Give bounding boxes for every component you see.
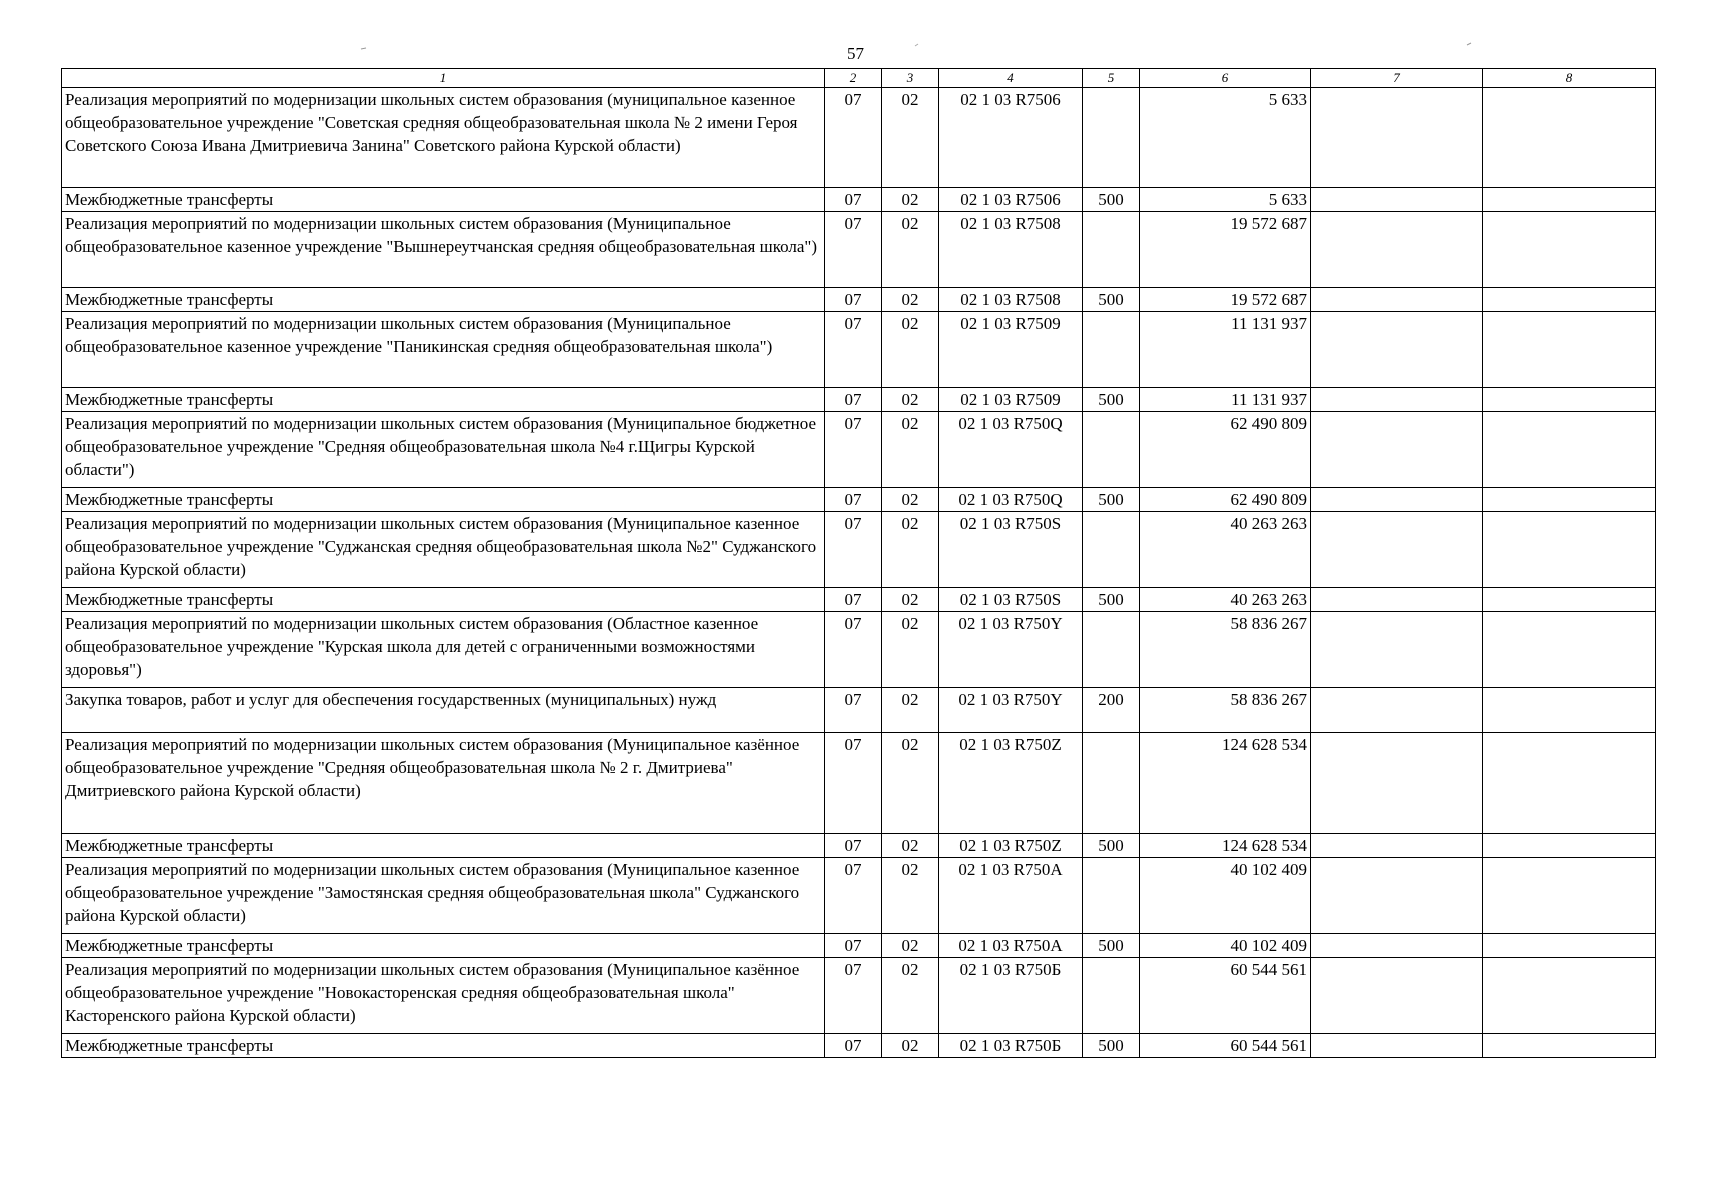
row-amount: 58 836 267 <box>1140 612 1311 688</box>
row-amount: 62 490 809 <box>1140 488 1311 512</box>
row-target-article: 02 1 03 R750Б <box>939 1034 1083 1058</box>
row-col8 <box>1483 412 1656 488</box>
row-section: 07 <box>825 288 882 312</box>
table-row <box>62 958 1656 1034</box>
row-amount: 124 628 534 <box>1140 733 1311 834</box>
row-section: 07 <box>825 588 882 612</box>
table-row <box>62 512 1656 588</box>
row-section: 07 <box>825 934 882 958</box>
row-name: Реализация мероприятий по модернизации школьных систем образования (Муниципальное общеобразовательное казенное учреждение "Паникинская средняя общеобразовательная школа") <box>62 312 825 388</box>
row-subsection: 02 <box>882 188 939 212</box>
row-name: Межбюджетные трансферты <box>62 588 825 612</box>
row-subsection: 02 <box>882 88 939 188</box>
row-subsection: 02 <box>882 834 939 858</box>
row-target-article: 02 1 03 R7509 <box>939 388 1083 412</box>
row-name: Реализация мероприятий по модернизации школьных систем образования (Муниципальное бюджетное общеобразовательное учреждение "Средняя общеобразовательная школа №4 г.Щигры Курской области") <box>62 412 825 488</box>
row-subsection: 02 <box>882 288 939 312</box>
row-expense-type: 500 <box>1083 588 1140 612</box>
row-col7 <box>1311 958 1483 1034</box>
row-section: 07 <box>825 612 882 688</box>
table-row <box>62 188 1656 212</box>
row-subsection: 02 <box>882 212 939 288</box>
row-section: 07 <box>825 858 882 934</box>
row-col8 <box>1483 588 1656 612</box>
row-expense-type <box>1083 512 1140 588</box>
table-row <box>62 934 1656 958</box>
row-col8 <box>1483 288 1656 312</box>
row-col8 <box>1483 388 1656 412</box>
column-number: 8 <box>1483 69 1656 88</box>
row-amount: 5 633 <box>1140 88 1311 188</box>
row-subsection: 02 <box>882 612 939 688</box>
table-row <box>62 588 1656 612</box>
row-subsection: 02 <box>882 312 939 388</box>
row-name: Реализация мероприятий по модернизации школьных систем образования (Областное казенное общеобразовательное учреждение "Курская школа для детей с ограниченными возможностями здоровья") <box>62 612 825 688</box>
row-expense-type: 500 <box>1083 288 1140 312</box>
row-subsection: 02 <box>882 733 939 834</box>
row-col7 <box>1311 512 1483 588</box>
row-amount: 40 263 263 <box>1140 512 1311 588</box>
row-expense-type: 500 <box>1083 388 1140 412</box>
row-amount: 58 836 267 <box>1140 688 1311 733</box>
table-row <box>62 312 1656 388</box>
row-col8 <box>1483 188 1656 212</box>
row-name: Межбюджетные трансферты <box>62 388 825 412</box>
row-subsection: 02 <box>882 412 939 488</box>
row-col7 <box>1311 588 1483 612</box>
row-col8 <box>1483 934 1656 958</box>
row-col7 <box>1311 412 1483 488</box>
row-col8 <box>1483 488 1656 512</box>
row-amount: 40 102 409 <box>1140 934 1311 958</box>
row-col7 <box>1311 388 1483 412</box>
row-col7 <box>1311 212 1483 288</box>
row-name: Реализация мероприятий по модернизации школьных систем образования (Муниципальное общеобразовательное казенное учреждение "Вышнереутчанская средняя общеобразовательная школа") <box>62 212 825 288</box>
row-col8 <box>1483 733 1656 834</box>
row-section: 07 <box>825 1034 882 1058</box>
row-col8 <box>1483 1034 1656 1058</box>
column-number: 5 <box>1083 69 1140 88</box>
row-amount: 11 131 937 <box>1140 312 1311 388</box>
row-target-article: 02 1 03 R7506 <box>939 88 1083 188</box>
row-expense-type <box>1083 412 1140 488</box>
row-expense-type <box>1083 958 1140 1034</box>
row-subsection: 02 <box>882 488 939 512</box>
table-row <box>62 212 1656 288</box>
row-col7 <box>1311 688 1483 733</box>
row-section: 07 <box>825 688 882 733</box>
row-col7 <box>1311 88 1483 188</box>
row-expense-type <box>1083 733 1140 834</box>
row-col8 <box>1483 512 1656 588</box>
page-number: 57 <box>847 44 864 63</box>
row-amount: 40 263 263 <box>1140 588 1311 612</box>
row-subsection: 02 <box>882 958 939 1034</box>
row-subsection: 02 <box>882 512 939 588</box>
table-row <box>62 733 1656 834</box>
row-target-article: 02 1 03 R7509 <box>939 312 1083 388</box>
row-section: 07 <box>825 312 882 388</box>
row-expense-type <box>1083 858 1140 934</box>
row-name: Реализация мероприятий по модернизации школьных систем образования (Муниципальное казённое общеобразовательное учреждение "Средняя общеобразовательная школа № 2 г. Дмитриева" Дмитриевского района Курской области) <box>62 733 825 834</box>
row-target-article: 02 1 03 R750Б <box>939 958 1083 1034</box>
row-target-article: 02 1 03 R750A <box>939 858 1083 934</box>
row-section: 07 <box>825 958 882 1034</box>
row-col8 <box>1483 688 1656 733</box>
row-col7 <box>1311 188 1483 212</box>
row-name: Реализация мероприятий по модернизации школьных систем образования (Муниципальное казенное общеобразовательное учреждение "Суджанская средняя общеобразовательная школа №2" Суджанского района Курской области) <box>62 512 825 588</box>
row-col8 <box>1483 88 1656 188</box>
row-col8 <box>1483 834 1656 858</box>
row-target-article: 02 1 03 R750S <box>939 512 1083 588</box>
row-name: Межбюджетные трансферты <box>62 934 825 958</box>
row-section: 07 <box>825 733 882 834</box>
row-expense-type <box>1083 312 1140 388</box>
row-section: 07 <box>825 188 882 212</box>
row-expense-type: 500 <box>1083 488 1140 512</box>
table-row <box>62 612 1656 688</box>
row-target-article: 02 1 03 R750S <box>939 588 1083 612</box>
column-number-row <box>62 69 1656 88</box>
row-name: Реализация мероприятий по модернизации школьных систем образования (Муниципальное казённое общеобразовательное учреждение "Новокасторенская средняя общеобразовательная школа" Касторенского района Курской области) <box>62 958 825 1034</box>
row-name: Закупка товаров, работ и услуг для обеспечения государственных (муниципальных) нужд <box>62 688 825 733</box>
row-col8 <box>1483 212 1656 288</box>
row-col7 <box>1311 733 1483 834</box>
row-section: 07 <box>825 834 882 858</box>
table-row <box>62 288 1656 312</box>
row-target-article: 02 1 03 R7506 <box>939 188 1083 212</box>
column-number: 7 <box>1311 69 1483 88</box>
row-name: Межбюджетные трансферты <box>62 288 825 312</box>
table-row <box>62 88 1656 188</box>
row-amount: 5 633 <box>1140 188 1311 212</box>
row-section: 07 <box>825 212 882 288</box>
table-row <box>62 688 1656 733</box>
row-col7 <box>1311 488 1483 512</box>
row-col8 <box>1483 958 1656 1034</box>
row-target-article: 02 1 03 R750Z <box>939 834 1083 858</box>
row-section: 07 <box>825 88 882 188</box>
row-amount: 19 572 687 <box>1140 288 1311 312</box>
row-target-article: 02 1 03 R7508 <box>939 288 1083 312</box>
row-amount: 40 102 409 <box>1140 858 1311 934</box>
row-col7 <box>1311 934 1483 958</box>
table-row <box>62 488 1656 512</box>
row-amount: 124 628 534 <box>1140 834 1311 858</box>
row-name: Межбюджетные трансферты <box>62 488 825 512</box>
row-subsection: 02 <box>882 1034 939 1058</box>
row-col8 <box>1483 312 1656 388</box>
row-expense-type <box>1083 88 1140 188</box>
row-col8 <box>1483 858 1656 934</box>
row-section: 07 <box>825 412 882 488</box>
table-row <box>62 858 1656 934</box>
row-target-article: 02 1 03 R750Q <box>939 412 1083 488</box>
row-subsection: 02 <box>882 588 939 612</box>
row-target-article: 02 1 03 R7508 <box>939 212 1083 288</box>
row-amount: 60 544 561 <box>1140 1034 1311 1058</box>
row-subsection: 02 <box>882 858 939 934</box>
row-subsection: 02 <box>882 934 939 958</box>
row-col8 <box>1483 612 1656 688</box>
row-subsection: 02 <box>882 388 939 412</box>
row-name: Межбюджетные трансферты <box>62 1034 825 1058</box>
row-col7 <box>1311 834 1483 858</box>
row-expense-type: 500 <box>1083 834 1140 858</box>
row-expense-type: 200 <box>1083 688 1140 733</box>
row-expense-type: 500 <box>1083 934 1140 958</box>
column-number: 1 <box>62 69 825 88</box>
column-number: 2 <box>825 69 882 88</box>
row-expense-type <box>1083 612 1140 688</box>
row-target-article: 02 1 03 R750A <box>939 934 1083 958</box>
row-target-article: 02 1 03 R750Z <box>939 733 1083 834</box>
row-expense-type: 500 <box>1083 1034 1140 1058</box>
table-row <box>62 834 1656 858</box>
budget-table <box>61 68 1656 1058</box>
table-row <box>62 1034 1656 1058</box>
row-amount: 11 131 937 <box>1140 388 1311 412</box>
column-number: 4 <box>939 69 1083 88</box>
column-number: 6 <box>1140 69 1311 88</box>
row-name: Реализация мероприятий по модернизации школьных систем образования (Муниципальное казенное общеобразовательное учреждение "Замостянская средняя общеобразовательная школа" Суджанского района Курской области) <box>62 858 825 934</box>
row-col7 <box>1311 312 1483 388</box>
row-amount: 62 490 809 <box>1140 412 1311 488</box>
row-name: Реализация мероприятий по модернизации школьных систем образования (муниципальное казенное общеобразовательное учреждение "Советская средняя общеобразовательная школа № 2 имени Героя Советского Союза Ивана Дмитриевича Занина" Советского района Курской области) <box>62 88 825 188</box>
row-target-article: 02 1 03 R750Y <box>939 612 1083 688</box>
row-expense-type <box>1083 212 1140 288</box>
row-section: 07 <box>825 512 882 588</box>
table-row <box>62 388 1656 412</box>
row-target-article: 02 1 03 R750Y <box>939 688 1083 733</box>
row-col7 <box>1311 288 1483 312</box>
column-number: 3 <box>882 69 939 88</box>
row-name: Межбюджетные трансферты <box>62 834 825 858</box>
row-col7 <box>1311 1034 1483 1058</box>
row-col7 <box>1311 858 1483 934</box>
row-section: 07 <box>825 388 882 412</box>
row-name: Межбюджетные трансферты <box>62 188 825 212</box>
row-section: 07 <box>825 488 882 512</box>
row-amount: 19 572 687 <box>1140 212 1311 288</box>
table-row <box>62 412 1656 488</box>
row-amount: 60 544 561 <box>1140 958 1311 1034</box>
row-expense-type: 500 <box>1083 188 1140 212</box>
row-col7 <box>1311 612 1483 688</box>
row-subsection: 02 <box>882 688 939 733</box>
row-target-article: 02 1 03 R750Q <box>939 488 1083 512</box>
